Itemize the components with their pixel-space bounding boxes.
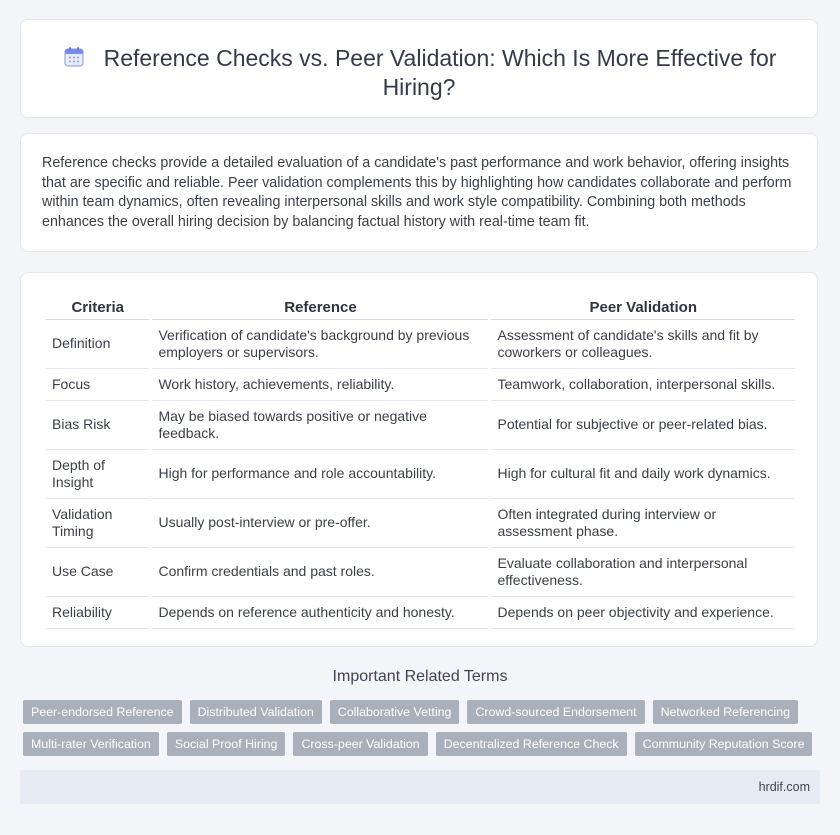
related-term-tag[interactable]: Crowd-sourced Endorsement xyxy=(467,700,644,724)
table-header-row xyxy=(46,295,795,320)
cell-peer: Assessment of candidate's skills and fit by coworkers or colleagues. xyxy=(491,320,795,369)
table-row xyxy=(46,401,795,450)
table-row xyxy=(46,320,795,369)
cell-reference: Verification of candidate's background by previous employers or supervisors. xyxy=(152,320,488,369)
table-row xyxy=(46,369,795,401)
cell-peer: High for cultural fit and daily work dynamics. xyxy=(491,450,795,499)
related-term-tag[interactable]: Networked Referencing xyxy=(653,700,798,724)
cell-reference: Work history, achievements, reliability. xyxy=(152,369,488,401)
table-row xyxy=(46,597,795,629)
title-card xyxy=(20,19,818,118)
table-row xyxy=(46,548,795,597)
cell-reference: High for performance and role accountability. xyxy=(152,450,488,499)
footer-bar xyxy=(20,770,820,804)
related-term-tag[interactable]: Cross-peer Validation xyxy=(293,732,427,756)
tag-row xyxy=(23,732,823,756)
related-terms-tags xyxy=(23,700,823,764)
cell-peer: Often integrated during interview or assessment phase. xyxy=(491,499,795,548)
cell-reference: Confirm credentials and past roles. xyxy=(152,548,488,597)
cell-criteria: Reliability xyxy=(46,597,149,629)
related-term-tag[interactable]: Social Proof Hiring xyxy=(167,732,286,756)
related-term-tag[interactable]: Decentralized Reference Check xyxy=(436,732,627,756)
cell-reference: May be biased towards positive or negative feedback. xyxy=(152,401,488,450)
cell-criteria: Depth of Insight xyxy=(46,450,149,499)
cell-peer: Potential for subjective or peer-related bias. xyxy=(491,401,795,450)
cell-criteria: Bias Risk xyxy=(46,401,149,450)
related-term-tag[interactable]: Community Reputation Score xyxy=(635,732,813,756)
cell-peer: Teamwork, collaboration, interpersonal skills. xyxy=(491,369,795,401)
page-title: Reference Checks vs. Peer Validation: Which Is More Effective for Hiring? xyxy=(103,45,777,100)
related-term-tag[interactable]: Multi-rater Verification xyxy=(23,732,159,756)
cell-criteria: Definition xyxy=(46,320,149,369)
header-criteria: Criteria xyxy=(46,295,149,320)
tag-row xyxy=(23,700,823,724)
title-wrap xyxy=(21,44,817,102)
calendar-icon xyxy=(62,45,86,69)
intro-card xyxy=(20,133,818,252)
comparison-table xyxy=(43,295,798,629)
related-term-tag[interactable]: Peer-endorsed Reference xyxy=(23,700,182,724)
table-row xyxy=(46,499,795,548)
comparison-table-card xyxy=(20,272,818,647)
related-term-tag[interactable]: Distributed Validation xyxy=(190,700,322,724)
cell-peer: Depends on peer objectivity and experience. xyxy=(491,597,795,629)
cell-reference: Usually post-interview or pre-offer. xyxy=(152,499,488,548)
intro-paragraph: Reference checks provide a detailed evaluation of a candidate's past performance and work behavior, offering insights that are specific and reliable. Peer validation complements this by highlighting how candidates collaborate and perform within team dynamics, often revealing interpersonal skills and work style compatibility. Combining both methods enhances the overall hiring decision by balancing factual history with real-time team fit. xyxy=(42,155,792,230)
footer-site-link[interactable]: hrdif.com xyxy=(758,780,810,794)
header-peer-validation: Peer Validation xyxy=(491,295,795,320)
cell-criteria: Use Case xyxy=(46,548,149,597)
header-reference: Reference xyxy=(152,295,488,320)
cell-criteria: Focus xyxy=(46,369,149,401)
table-row xyxy=(46,450,795,499)
cell-peer: Evaluate collaboration and interpersonal effectiveness. xyxy=(491,548,795,597)
cell-reference: Depends on reference authenticity and honesty. xyxy=(152,597,488,629)
related-terms-heading: Important Related Terms xyxy=(332,668,508,685)
related-term-tag[interactable]: Collaborative Vetting xyxy=(330,700,460,724)
cell-criteria: Validation Timing xyxy=(46,499,149,548)
